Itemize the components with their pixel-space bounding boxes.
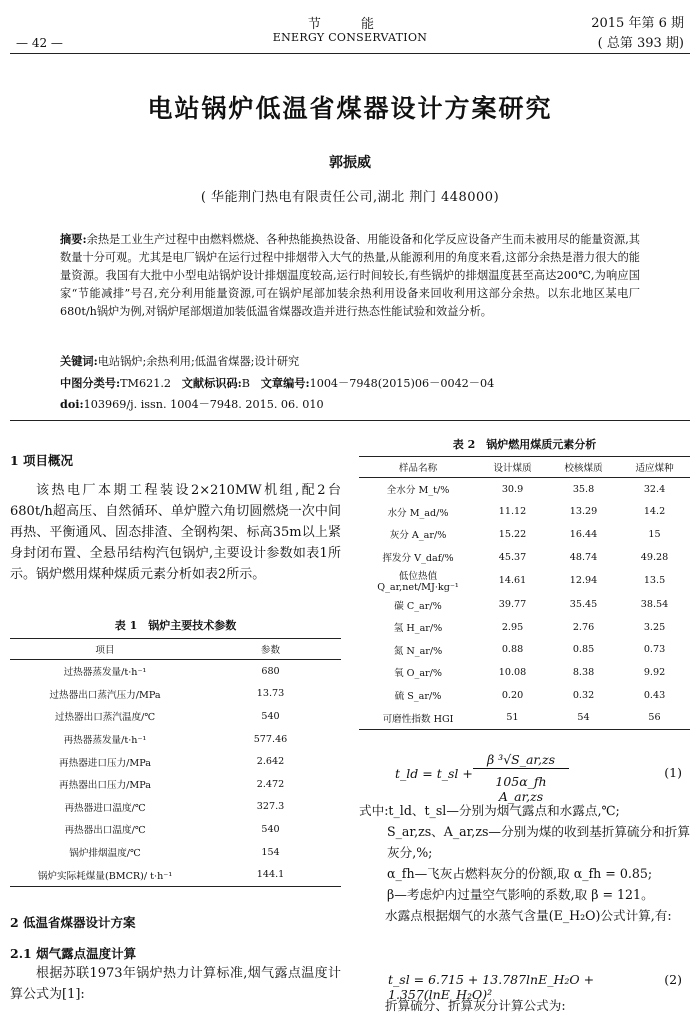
table-cell: 154 [261, 846, 280, 858]
table-cell: 14.2 [643, 506, 666, 518]
table-cell: 0.43 [643, 689, 666, 701]
section1-heading: 1 项目概况 [10, 453, 74, 468]
table-cell: 13.73 [256, 688, 285, 700]
table-row [10, 773, 341, 796]
table-cell: 过热器蒸发量/t·h⁻¹ [63, 667, 147, 679]
equation-1-denominator: 105α_fh A_ar,zs [495, 774, 547, 804]
section2-1-paragraph: 根据苏联1973年锅炉热力计算标准,烟气露点温度计算公式为[1]: [10, 966, 341, 1002]
classification-line [60, 375, 494, 391]
table1-header-item: 项目 [10, 639, 200, 660]
table-cell: 灰分 A_ar/% [389, 530, 447, 542]
equation-1 [395, 752, 595, 804]
article-number-label: 文章编号: [260, 376, 310, 390]
table-cell: 过热器出口蒸汽压力/MPa [49, 689, 161, 701]
paper-title: 电站锅炉低温省煤器设计方案研究 [147, 94, 553, 123]
keywords: 电站锅炉;余热利用;低温省煤器;设计研究 [97, 355, 300, 368]
closing-text: 折算硫分、折算灰分计算公式为: [385, 998, 566, 1013]
abstract-label: 摘要: [60, 232, 87, 246]
table-cell: 可磨性指数 HGI [359, 706, 477, 729]
equation-1-number: (1) [664, 765, 682, 780]
equation-1-numerator: β ³√S_ar,zs [473, 752, 569, 769]
table2 [359, 456, 690, 730]
table1-header-value: 参数 [200, 639, 341, 660]
journal-name-cn: 节 能 [307, 17, 393, 32]
abstract [60, 230, 640, 321]
table-cell: 2.472 [256, 778, 285, 790]
clc-label: 中图分类号: [60, 376, 121, 390]
table-cell: 51 [477, 706, 548, 729]
section2-heading: 2 低温省煤器设计方案 [10, 915, 136, 930]
table-cell: 35.45 [569, 599, 598, 611]
table-cell: 30.9 [501, 483, 524, 495]
table-cell: 16.44 [569, 528, 598, 540]
table-cell: 锅炉实际耗煤量(BMCR)/ t·h⁻¹ [10, 863, 200, 886]
table-cell: 0.32 [572, 689, 595, 701]
doc-code-label: 文献标识码: [181, 376, 242, 390]
table-cell: 11.12 [498, 506, 527, 518]
table-row [10, 818, 341, 841]
table-cell: 低位热值 Q_ar,net/MJ·kg⁻¹ [377, 571, 459, 594]
table-row [359, 523, 690, 546]
table-cell: 3.25 [643, 621, 666, 633]
table-row [10, 705, 341, 728]
table-row [359, 568, 690, 593]
table-cell: 10.08 [498, 666, 527, 678]
table-cell: 32.4 [643, 483, 666, 495]
table-row [10, 683, 341, 706]
table-cell: 540 [261, 823, 280, 835]
table-cell: 水分 M_ad/% [387, 507, 449, 519]
table-cell: 再热器进口压力/MPa [59, 757, 151, 769]
table-cell: 氢 H_ar/% [393, 623, 443, 635]
table-cell: 全水分 M_t/% [386, 485, 450, 497]
page-header [0, 0, 700, 54]
table-row [359, 593, 690, 616]
table-row [359, 706, 690, 729]
table-cell: 38.54 [640, 599, 669, 611]
page-number: — 42 — [16, 36, 63, 50]
clc-value: TM621.2 [120, 377, 172, 390]
table-cell: 2.642 [256, 756, 285, 768]
table-cell: 2.76 [572, 621, 595, 633]
table-cell: 540 [261, 710, 280, 722]
water-dewpoint-text: 水露点根据烟气的水蒸气含量(E_H₂O)公式计算,有: [385, 908, 672, 923]
table-cell: 再热器蒸发量/t·h⁻¹ [63, 735, 147, 747]
table-cell: 氮 N_ar/% [393, 645, 443, 657]
table-cell: 氧 O_ar/% [394, 668, 442, 680]
table-cell: 327.3 [256, 801, 285, 813]
table-cell: 挥发分 V_daf/% [382, 553, 454, 565]
author: 郭振威 [329, 155, 371, 171]
table-cell: 35.8 [572, 483, 595, 495]
table-cell: 再热器进口温度/℃ [64, 802, 146, 814]
table-cell: 2.95 [501, 621, 524, 633]
table-cell: 8.38 [572, 666, 595, 678]
equation-1-lhs: t_ld = t_sl + [395, 766, 473, 781]
table2-header-check: 校核煤质 [548, 457, 619, 478]
table-cell: 锅炉排烟温度/℃ [69, 848, 141, 860]
affiliation: ( 华能荆门热电有限责任公司,湖北 荆门 448000) [200, 190, 500, 205]
table-cell: 过热器出口蒸汽温度/℃ [54, 712, 156, 724]
definitions [359, 800, 690, 926]
table-cell: 13.5 [643, 575, 666, 587]
abstract-separator [10, 420, 690, 421]
section2-1-heading: 2.1 烟气露点温度计算 [10, 946, 137, 961]
equation-2-number: (2) [664, 972, 682, 987]
table-row [10, 863, 341, 886]
table-row [359, 546, 690, 569]
issue-label: 2015 年第 6 期 [591, 16, 684, 31]
table-row [359, 501, 690, 524]
table-cell: 39.77 [498, 599, 527, 611]
table-cell: 14.61 [498, 575, 527, 587]
table-row [359, 616, 690, 639]
table-cell: 9.92 [643, 666, 666, 678]
table-row [359, 661, 690, 684]
table-cell: 硫 S_ar/% [394, 691, 442, 703]
table-cell: 0.85 [572, 644, 595, 656]
table-row [10, 660, 341, 683]
table1-caption: 表 1 锅炉主要技术参数 [114, 619, 237, 632]
table-row [359, 478, 690, 501]
keywords-line [60, 353, 299, 369]
doi-value: 103969/j. issn. 1004－7948. 2015. 06. 010 [83, 398, 324, 411]
table-cell: 0.73 [643, 644, 666, 656]
table-cell: 0.88 [501, 644, 524, 656]
header-rule [10, 53, 690, 54]
table-row [359, 639, 690, 662]
doi-line [60, 396, 324, 412]
table-row [10, 728, 341, 751]
table1 [10, 638, 341, 887]
table-cell: 56 [619, 706, 690, 729]
table-cell: 再热器出口压力/MPa [59, 780, 151, 792]
table-cell: 碳 C_ar/% [394, 600, 442, 612]
section1-paragraph: 该热电厂本期工程装设2×210MW机组,配2台680t/h超高压、自然循环、单炉膛六角切圆燃烧一次中间再热、平衡通风、固态排渣、全钢构架、标高35m以上紧身封闭布置、全悬吊结构汽包锅炉,主要设计参数如表1所示。锅炉燃用煤种煤质元素分析如表2所示。 [10, 483, 341, 582]
definition-alpha: α_fh—飞灰占燃料灰分的份额,取 α_fh = 0.85; [387, 866, 653, 881]
table-cell: 再热器出口温度/℃ [64, 825, 146, 837]
table-cell: 144.1 [200, 863, 341, 886]
doc-code-value: B [241, 377, 251, 390]
definition-dewpoints: 式中:t_ld、t_sl—分别为烟气露点和水露点,℃; [359, 803, 620, 818]
table2-caption: 表 2 锅炉燃用煤质元素分析 [452, 438, 597, 451]
table-cell: 15 [648, 528, 661, 540]
table2-header-sample: 样品名称 [359, 457, 477, 478]
table-cell: 48.74 [569, 551, 598, 563]
article-number-value: 1004－7948(2015)06－0042－04 [309, 377, 495, 390]
keywords-label: 关键词: [60, 354, 98, 368]
table-row [10, 750, 341, 773]
table-cell: 12.94 [569, 575, 598, 587]
table-cell: 54 [548, 706, 619, 729]
table-cell: 577.46 [253, 733, 288, 745]
table-cell: 45.37 [498, 551, 527, 563]
total-issue-label: ( 总第 393 期) [597, 36, 684, 51]
definition-sulfur-ash: S_ar,zs、A_ar,zs—分别为煤的收到基折算硫分和折算灰分,%; [387, 824, 690, 860]
table2-header-adapt: 适应煤种 [619, 457, 690, 478]
table-cell: 15.22 [498, 528, 527, 540]
table2-header-row [359, 457, 690, 478]
table-row [10, 796, 341, 819]
abstract-text: 余热是工业生产过程中由燃料燃烧、各种热能换热设备、用能设备和化学反应设备产生而未被用尽的能量资源,其数量十分可观。尤其是电厂锅炉在运行过程中排烟带入大气的热量,从能源利用的角度来看,这部分余热是潜力很大的能量资源。我国有大批中小型电站锅炉设计排烟温度较高,运行时间较长,有些锅炉的排烟温度甚至高达200℃,为响应国家“节能减排”号召,充分利用能量资源,可在锅炉尾部加装余热利用设备来回收利用这部分余热。以东北地区某电厂680t/h锅炉为例,对锅炉尾部烟道加装低温省煤器改造并进行热态性能试验和效益分析。 [60, 233, 640, 318]
table1-header-row [10, 639, 341, 660]
definition-beta: β—考虑炉内过量空气影响的系数,取 β = 121。 [387, 887, 654, 902]
table-cell: 49.28 [640, 551, 669, 563]
table2-header-design: 设计煤质 [477, 457, 548, 478]
table-row [359, 684, 690, 707]
table-row [10, 841, 341, 864]
table-cell: 13.29 [569, 506, 598, 518]
equation-2: t_sl = 6.715 + 13.787lnE_H₂O + 1.357(lnE_H₂O)² [388, 972, 595, 1002]
table-cell: 0.20 [501, 689, 524, 701]
journal-name-en: ENERGY CONSERVATION [272, 31, 428, 44]
doi-label: doi: [60, 397, 84, 411]
table-cell: 680 [261, 665, 280, 677]
